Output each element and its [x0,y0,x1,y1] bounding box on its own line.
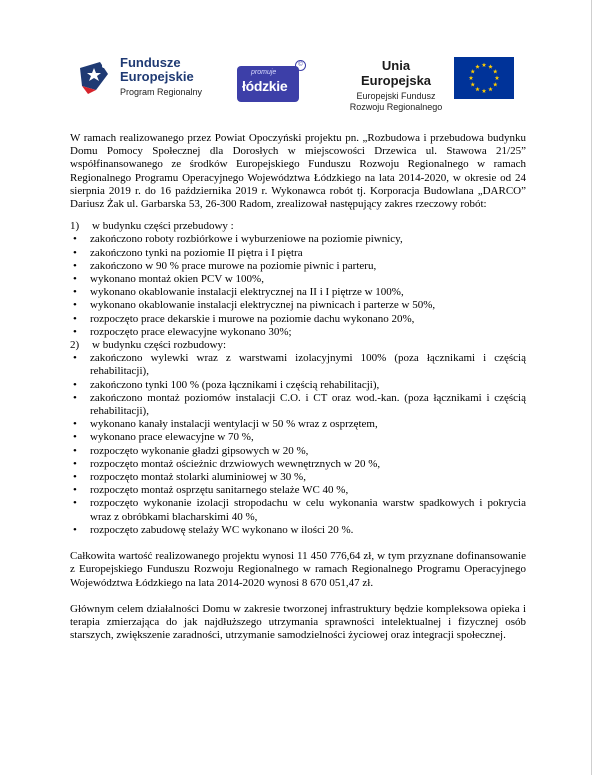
unia-line2: Europejski Fundusz [356,91,436,101]
section1-number: 1) [70,220,80,233]
list-item: • wykonano okablowanie instalacji elektrycznej na II i I piętrze w 100%, [70,286,526,299]
eu-flag-icon [454,57,514,99]
section1-title: w budynku części przebudowy : [92,220,234,233]
list-item: • wykonano kanały instalacji wentylacji w 50 % wraz z osprzętem, [70,418,526,431]
list-item: • rozpoczęto prace dekarskie i murowe na poziomie dachu wykonano 20%, [70,313,526,326]
fundusze-line1: Fundusze [120,55,181,70]
section1-list [70,247,526,339]
list-item: • rozpoczęto wykonanie gładzi gipsowych w 20 %, [70,445,526,458]
list-item: • zakończono tynki 100 % (poza łącznikami i częścią rehabilitacji), [70,379,526,392]
section2-title: w budynku części rozbudowy: [92,339,227,352]
list-item: • zakończono roboty rozbiórkowe i wyburzeniowe na poziomie piwnicy, [70,233,526,246]
list-item: • rozpoczęto montaż ościeżnic drzwiowych wewnętrznych w 20 %, [70,458,526,471]
section2-heading [70,339,526,352]
section2-list [70,352,526,537]
document-body [70,132,526,642]
list-item: • wykonano okablowanie instalacji elektrycznej na piwnicach i parterze w 50%, [70,299,526,312]
list-item: • zakończono montaż poziomów instalacji C.O. i CT oraz wod.-kan. (poza łącznikami i częścią rehabilitacji), [70,392,526,418]
list-item: • zakończono wylewki wraz z warstwami izolacyjnymi 100% (poza łącznikami i częścią rehabilitacji), [70,352,526,378]
section2-number: 2) [70,339,80,352]
unia-line3: Rozwoju Regionalnego [349,102,443,112]
unia-europejska-logo [346,54,516,112]
logo-bar [0,48,592,112]
list-item: • zakończono w 90 % prace murowe na poziomie piwnic i parteru, [70,260,526,273]
promuje-lodzkie-logo [237,58,309,102]
list-item: • rozpoczęto zabudowę stelaży WC wykonano w ilości 20 %. [70,524,526,537]
project-value-paragraph: Całkowita wartość realizowanego projektu wynosi 11 450 776,64 zł, w tym przyznane dofinansowanie z Europejskiego Funduszu Rozwoju Regionalnego w ramach Regionalnego Programu Operacyjnego Województwa Łódzkiego na lata 2014-2020 wynosi 8 670 051,47 zł. [70,550,526,589]
lodzkie-copyright-mark: © [295,60,306,71]
fundusze-europejskie-logo [78,54,218,106]
list-item: • rozpoczęto wykonanie izolacji stropodachu w celu wykonania warstw spadkowych i pokrycia wraz z obróbkami blacharskimi 40 %, [70,497,526,523]
fundusze-line2: Europejskie [120,69,194,84]
intro-paragraph: W ramach realizowanego przez Powiat Opoczyński projektu pn. „Rozbudowa i przebudowa budynku Domu Pomocy Społecznej dla Dorosłych w miejscowości Drzewica ul. Stawowa 21/25” współfinansowanego ze środków Europejskiego Funduszu Rozwoju Regionalnego w ramach Regionalnego Programu Operacyjnego Województwa Łódzkiego na lata 2014-2020, w okresie od 24 sierpnia 2019 r. do 16 października 2019 r. Wykonawca robót tj. Korporacja Budowlana „DARCO” Dariusz Żak ul. Garbarska 53, 26-300 Radom, zrealizował następujący zakres rzeczowy robót: [70,132,526,211]
fundusze-line3: Program Regionalny [120,87,203,97]
list-item: • wykonano prace elewacyjne w 70 %, [70,431,526,444]
lodzkie-small-text: promuje [251,69,277,76]
goal-paragraph: Głównym celem działalności Domu w zakresie tworzonej infrastruktury będzie kompleksowa opieka i terapia zmierzająca do jak najdłuższego utrzymania sprawności intelektualnej i fizycznej osób starszych, zwiększenie zaradności, utrzymanie samodzielności życiowej oraz integracji społecznej. [70,602,526,642]
section1-heading [70,220,526,233]
list-item: • wykonano montaż okien PCV w 100%, [70,273,526,286]
list-item: • rozpoczęto prace elewacyjne wykonano 30%; [70,326,526,339]
list-item: • rozpoczęto montaż osprzętu sanitarnego stelaże WC 40 %, [70,484,526,497]
list-item: • rozpoczęto montaż stolarki aluminiowej w 30 %, [70,471,526,484]
lodzkie-big-text: łódzkie [242,78,288,94]
list-item: • zakończono tynki na poziomie II piętra i I piętra [70,247,526,260]
section1-list-first [70,233,526,246]
unia-line1: Unia Europejska [360,58,432,88]
fundusze-europejskie-flag-icon [78,58,114,94]
